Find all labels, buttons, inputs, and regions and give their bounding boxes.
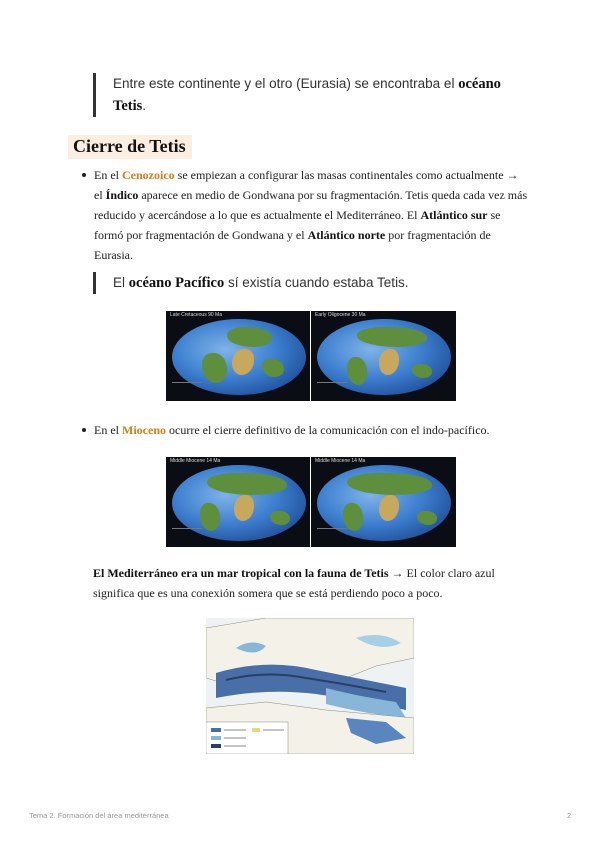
- map-caption: Late Cretaceous 90 Ma: [170, 312, 222, 318]
- mediterranean-paleomap: [206, 618, 414, 754]
- blockquote-pacifico: [93, 272, 533, 294]
- quote2-text-end: sí existía cuando estaba Tetis.: [224, 275, 409, 290]
- map-legend: [317, 528, 347, 543]
- map-legend: [172, 382, 202, 397]
- paleomap-late-cretaceous: [166, 311, 310, 401]
- footer-title: Tema 2. Formación del área mediterránea: [29, 811, 169, 820]
- list-item-text: En el Cenozoico se empiezan a configurar las masas continentales como actualmente → el Índico aparece en medio de Gondwana por su fragmentación. Tetis queda cada vez más reducido y acercándose a lo que es actualmente el Mediterráneo. El Atlántico sur se formó por fragmentación de Gondwana y el Atlántico norte por fragmentación de Eurasia.: [94, 168, 528, 262]
- quote-bold: océano Tetis: [113, 76, 501, 114]
- para-bold: El Mediterráneo era un mar tropical con la fauna de Tetis: [93, 566, 389, 580]
- list-item-text: En el Mioceno ocurre el cierre definitivo de la comunicación con el indo-pacífico.: [94, 423, 490, 437]
- para-text: → El color claro azul significa que es una conexión somera que se está perdiendo poco a poco.: [93, 566, 495, 600]
- section-heading: Cierre de Tetis: [68, 135, 192, 159]
- map-caption: Middle Miocene 14 Ma: [170, 458, 221, 464]
- bold-atlantico-sur: Atlántico sur: [420, 208, 488, 222]
- bold-indico: Índico: [105, 188, 139, 202]
- bullet-icon: [82, 428, 86, 432]
- highlight-cenozoico: Cenozoico: [122, 168, 175, 182]
- bullet-icon: [82, 173, 86, 177]
- list-item-cenozoico: [80, 165, 530, 265]
- map-legend: [317, 382, 347, 397]
- paleomap-middle-miocene-2: [311, 457, 456, 547]
- highlight-mioceno: Mioceno: [122, 423, 166, 437]
- quote-text: Entre este continente y el otro (Eurasia) se encontraba el: [113, 76, 459, 91]
- paleomap-early-oligocene: [311, 311, 456, 401]
- map-caption: Middle Miocene 14 Ma: [315, 458, 366, 464]
- list-item-mioceno: [80, 420, 530, 440]
- page-number: 2: [567, 811, 572, 820]
- map-illustration: [206, 618, 414, 754]
- quote2-bold: océano Pacífico: [128, 275, 225, 291]
- bold-atlantico-norte: Atlántico norte: [307, 228, 386, 242]
- quote-text-end: .: [142, 98, 147, 113]
- blockquote-tetis: [93, 73, 533, 117]
- map-caption: Early Oligocene 30 Ma: [315, 312, 366, 318]
- quote2-text: El: [113, 275, 129, 290]
- paleomap-middle-miocene-1: [166, 457, 310, 547]
- paragraph-mediterraneo: [93, 563, 503, 603]
- map-legend: [172, 528, 202, 543]
